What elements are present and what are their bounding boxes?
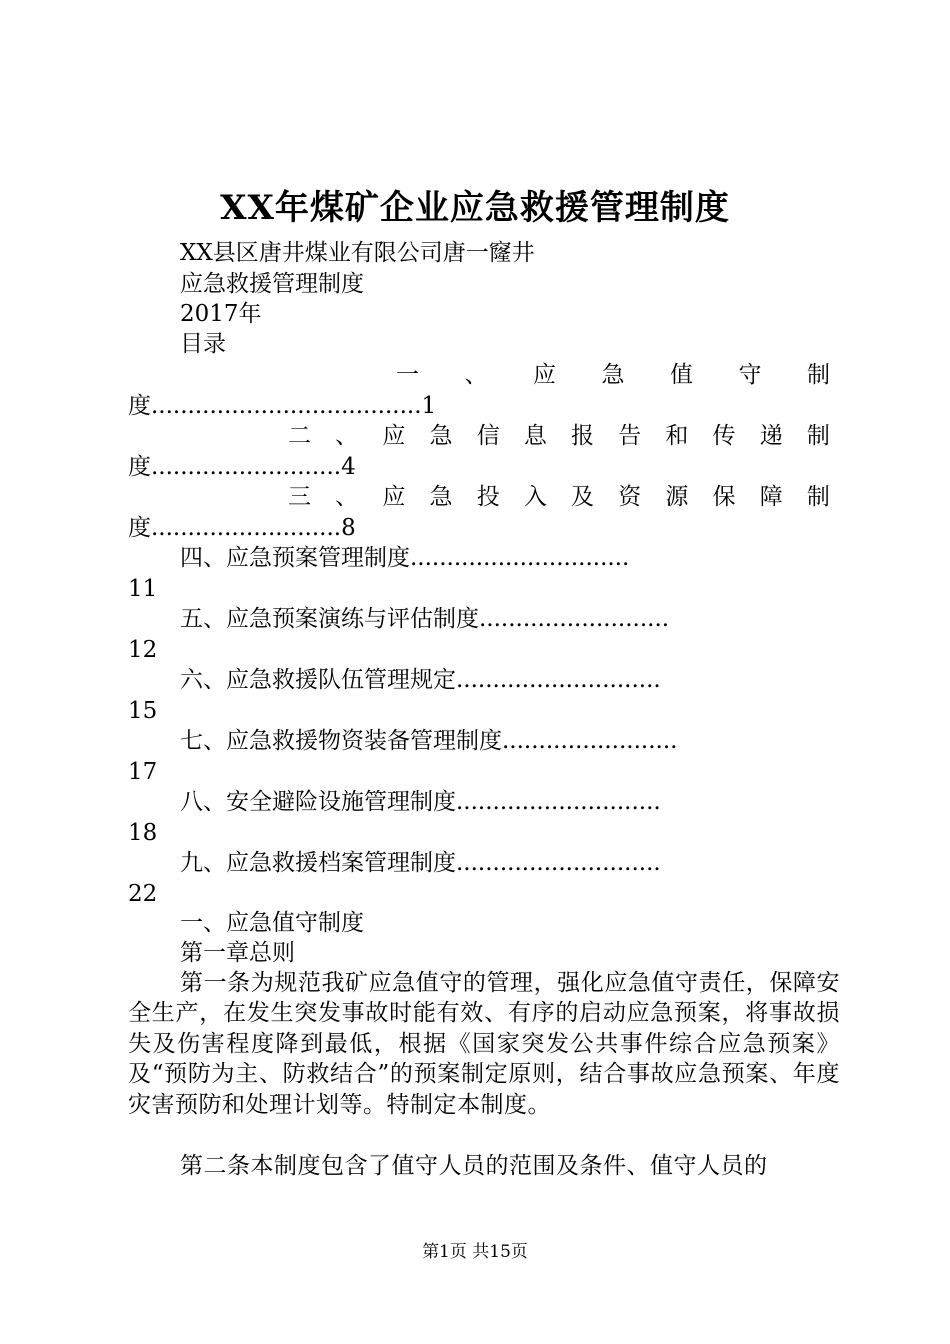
toc-char: 入 — [523, 484, 547, 510]
toc-item-9: 九、应急救援档案管理制度............................ — [180, 850, 661, 876]
toc-char: 急 — [429, 484, 453, 510]
toc-char: 、 — [464, 362, 488, 388]
paragraph-article-1: 第一条为规范我矿应急值守的管理，强化应急值守责任，保障安全生产，在发生突发事故时能有效、有序的启动应急预案，将事故损失及伤害程度降到最低，根据《国家突发公共事件综合应急预案》及“预防为主、防救结合”的预案制定原则，结合事故应急预案、年度灾害预防和处理计划等。特制定本制度。 — [128, 970, 840, 1118]
toc-heading: 目录 — [180, 331, 226, 357]
toc-char: 急 — [601, 362, 625, 388]
toc-char: 二 — [288, 423, 311, 449]
toc-item-4: 四、应急预案管理制度.............................. — [180, 545, 630, 571]
toc-char: 障 — [759, 484, 783, 510]
toc-char: 和 — [665, 423, 689, 449]
toc-item-2-line1 — [288, 421, 830, 451]
page-footer: 第1页 共15页 — [422, 1242, 528, 1262]
toc-item-7: 七、应急救援物资装备管理制度........................ — [180, 728, 678, 754]
toc-item-1-line1 — [396, 360, 830, 390]
toc-char: 保 — [712, 484, 736, 510]
toc-char: 急 — [429, 423, 453, 449]
toc-char: 资 — [618, 484, 642, 510]
toc-item-3-line1 — [288, 482, 830, 512]
toc-char: 源 — [665, 484, 689, 510]
toc-item-6: 六、应急救援队伍管理规定............................ — [180, 667, 661, 693]
toc-item-8-page: 18 — [128, 820, 158, 846]
toc-char: 递 — [759, 423, 783, 449]
toc-item-9-page: 22 — [128, 881, 158, 907]
paragraph-article-2: 第二条本制度包含了值守人员的范围及条件、值守人员的 — [180, 1153, 768, 1179]
toc-item-7-page: 17 — [128, 759, 158, 785]
section-heading: 一、应急值守制度 — [180, 910, 364, 936]
toc-char: 及 — [571, 484, 595, 510]
toc-item-5-page: 12 — [128, 637, 158, 663]
toc-item-8: 八、安全避险设施管理制度............................ — [180, 789, 661, 815]
document-year: 2017年 — [180, 301, 262, 327]
toc-char: 值 — [670, 362, 693, 388]
toc-char: 制 — [806, 484, 830, 510]
toc-char: 制 — [807, 362, 830, 388]
chapter-heading: 第一章总则 — [180, 940, 295, 966]
toc-item-2-line2: 度..........................4 — [128, 454, 356, 480]
toc-char: 传 — [712, 423, 736, 449]
toc-item-1-line2: 度.....................................1 — [128, 393, 437, 419]
toc-char: 应 — [382, 484, 406, 510]
toc-char: 制 — [806, 423, 830, 449]
toc-char: 息 — [523, 423, 547, 449]
document-title: XX年煤矿企业应急救援管理制度 — [220, 188, 730, 228]
toc-item-4-page: 11 — [128, 576, 158, 602]
toc-char: 应 — [533, 362, 556, 388]
toc-char: 三 — [288, 484, 311, 510]
toc-char: 、 — [335, 423, 359, 449]
toc-item-5: 五、应急预案演练与评估制度.......................... — [180, 606, 670, 632]
toc-char: 投 — [476, 484, 500, 510]
toc-char: 应 — [382, 423, 406, 449]
toc-item-6-page: 15 — [128, 698, 158, 724]
toc-char: 信 — [476, 423, 500, 449]
toc-char: 告 — [618, 423, 642, 449]
regulation-name: 应急救援管理制度 — [180, 271, 364, 297]
toc-char: 守 — [738, 362, 762, 388]
toc-item-3-line2: 度..........................8 — [128, 515, 356, 541]
toc-char: 、 — [335, 484, 359, 510]
company-name: XX县区唐井煤业有限公司唐一窿井 — [180, 240, 535, 266]
toc-char: 报 — [571, 423, 595, 449]
toc-char: 一 — [396, 362, 419, 388]
